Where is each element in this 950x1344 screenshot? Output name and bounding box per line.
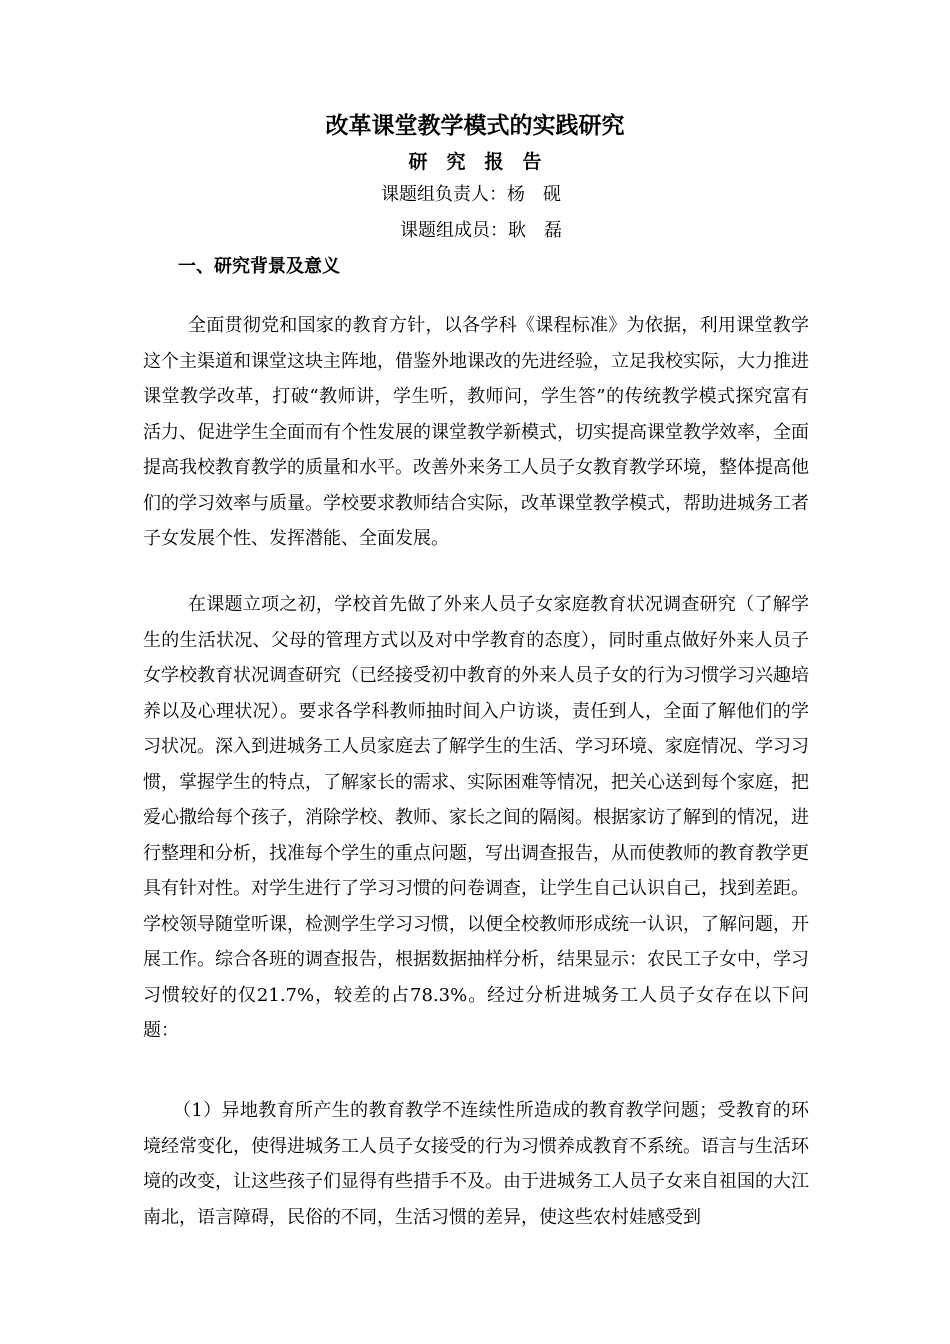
paragraph: （1）异地教育所产生的教育教学不连续性所造成的教育教学问题；受教育的环境经常变化，使得进城务工人员子女接受的行为习惯养成教育不系统。语言与生活环境的改变，让这些孩子们显得有些措手不及。由于进城务工人员子女来自祖国的大江南北，语言障碍，民俗的不同，生活习惯的差异，使这些农村娃感受到 <box>143 1100 809 1228</box>
document-subtitle: 研 究 报 告 <box>408 151 542 173</box>
project-members: 课题组成员：耿 磊 <box>400 220 562 241</box>
paragraph: 全面贯彻党和国家的教育方针，以各学科《课程标准》为依据，利用课堂教学这个主渠道和课堂这块主阵地，借鉴外地课改的先进经验，立足我校实际，大力推进课堂教学改革，打破“教师讲，学生听，教师问，学生答”的传统教学模式探究富有活力、促进学生全面而有个性发展的课堂教学新模式，切实提高课堂教学效率，全面提高我校教育教学的质量和水平。改善外来务工人员子女教育教学环境，整体提高他们的学习效率与质量。学校要求教师结合实际，改革课堂教学模式，帮助进城务工者子女发展个性、发挥潜能、全面发展。 <box>143 315 809 549</box>
project-leader: 课题组负责人：杨 砚 <box>381 184 561 205</box>
section-heading: 一、研究背景及意义 <box>178 256 340 277</box>
document-title: 改革课堂教学模式的实践研究 <box>325 112 625 139</box>
paragraph: 在课题立项之初，学校首先做了外来人员子女家庭教育状况调查研究（了解学生的生活状况、父母的管理方式以及对中学教育的态度），同时重点做好外来人员子女学校教育状况调查研究（已经接受初中教育的外来人员子女的行为习惯学习兴趣培养以及心理状况）。要求各学科教师抽时间入户访谈，责任到人，全面了解他们的学习状况。深入到进城务工人员家庭去了解学生的生活、学习环境、家庭情况、学习习惯，掌握学生的特点，了解家长的需求、实际困难等情况，把关心送到每个家庭，把爱心撒给每个孩子，消除学校、教师、家长之间的隔阂。根据家访了解到的情况，进行整理和分析，找准每个学生的重点问题，写出调查报告，从而使教师的教育教学更具有针对性。对学生进行了学习习惯的问卷调查，让学生自己认识自己，找到差距。学校领导随堂听课，检测学生学习习惯，以便全校教师形成统一认识，了解问题，开展工作。综合各班的调查报告，根据数据抽样分析，结果显示：农民工子女中，学习习惯较好的仅21.7%，较差的占78.3%。经过分析进城务工人员子女存在以下问题： <box>143 594 809 1041</box>
